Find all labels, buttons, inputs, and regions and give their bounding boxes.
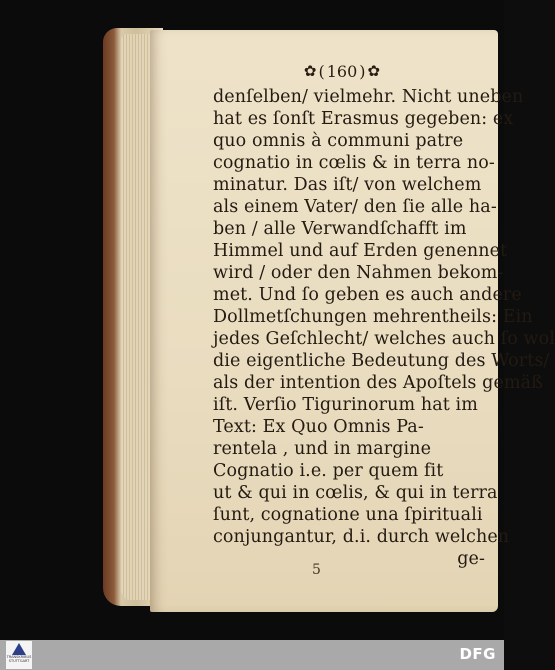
text-line: als der intention des Apoſtels gemäß xyxy=(213,373,543,393)
text-line: wird / oder den Nahmen bekom- xyxy=(213,263,504,283)
library-logo-icon xyxy=(12,643,26,655)
text-line: ſunt, cognatione una ſpirituali xyxy=(213,505,483,525)
page-header xyxy=(290,60,394,82)
text-line: denſelben/ vielmehr. Nicht uneben xyxy=(213,87,524,107)
page-number: 160 xyxy=(326,61,358,81)
catchword: ge- xyxy=(457,549,485,569)
text-line: quo omnis à communi patre xyxy=(213,131,464,151)
dfg-logo[interactable]: DFG xyxy=(459,645,496,663)
text-line: Cognatio i.e. per quem fit xyxy=(213,461,444,481)
text-line: conjungantur, d.i. durch welchen xyxy=(213,527,510,547)
text-line: hat es ſonſt Erasmus gegeben: ex xyxy=(213,109,514,129)
ornament-right-icon: ✿ xyxy=(367,62,381,80)
text-line: rentela , und in margine xyxy=(213,439,432,459)
page-number-open-paren: ( xyxy=(318,61,325,81)
text-line: die eigentliche Bedeutung des Worts/ xyxy=(213,351,550,371)
text-line: jedes Geſchlecht/ welches auch ſo wol xyxy=(213,329,555,349)
viewer-footer-bar xyxy=(0,640,504,670)
signature-mark: 5 xyxy=(312,562,321,578)
text-line: Himmel und auf Erden genennet xyxy=(213,241,508,261)
text-line: Dollmetſchungen mehrentheils: Ein xyxy=(213,307,533,327)
page-body-text xyxy=(213,86,555,570)
library-logo[interactable] xyxy=(6,641,32,669)
text-line: ut & qui in cœlis, & qui in terra xyxy=(213,483,498,503)
text-line: als einem Vater/ den ſie alle ha- xyxy=(213,197,497,217)
text-line: Text: Ex Quo Omnis Pa- xyxy=(213,417,424,437)
text-line: iſt. Verſio Tigurinorum hat im xyxy=(213,395,478,415)
text-line: met. Und ſo geben es auch andere xyxy=(213,285,522,305)
text-line: minatur. Das iſt/ von welchem xyxy=(213,175,482,195)
ornament-left-icon: ✿ xyxy=(303,62,317,80)
library-logo-text: TRANSKRIBUS STUTTGART xyxy=(6,655,32,663)
page-number-close-paren: ) xyxy=(359,61,366,81)
text-line: cognatio in cœlis & in terra no- xyxy=(213,153,495,173)
text-line: ben / alle Verwandſchafft im xyxy=(213,219,467,239)
